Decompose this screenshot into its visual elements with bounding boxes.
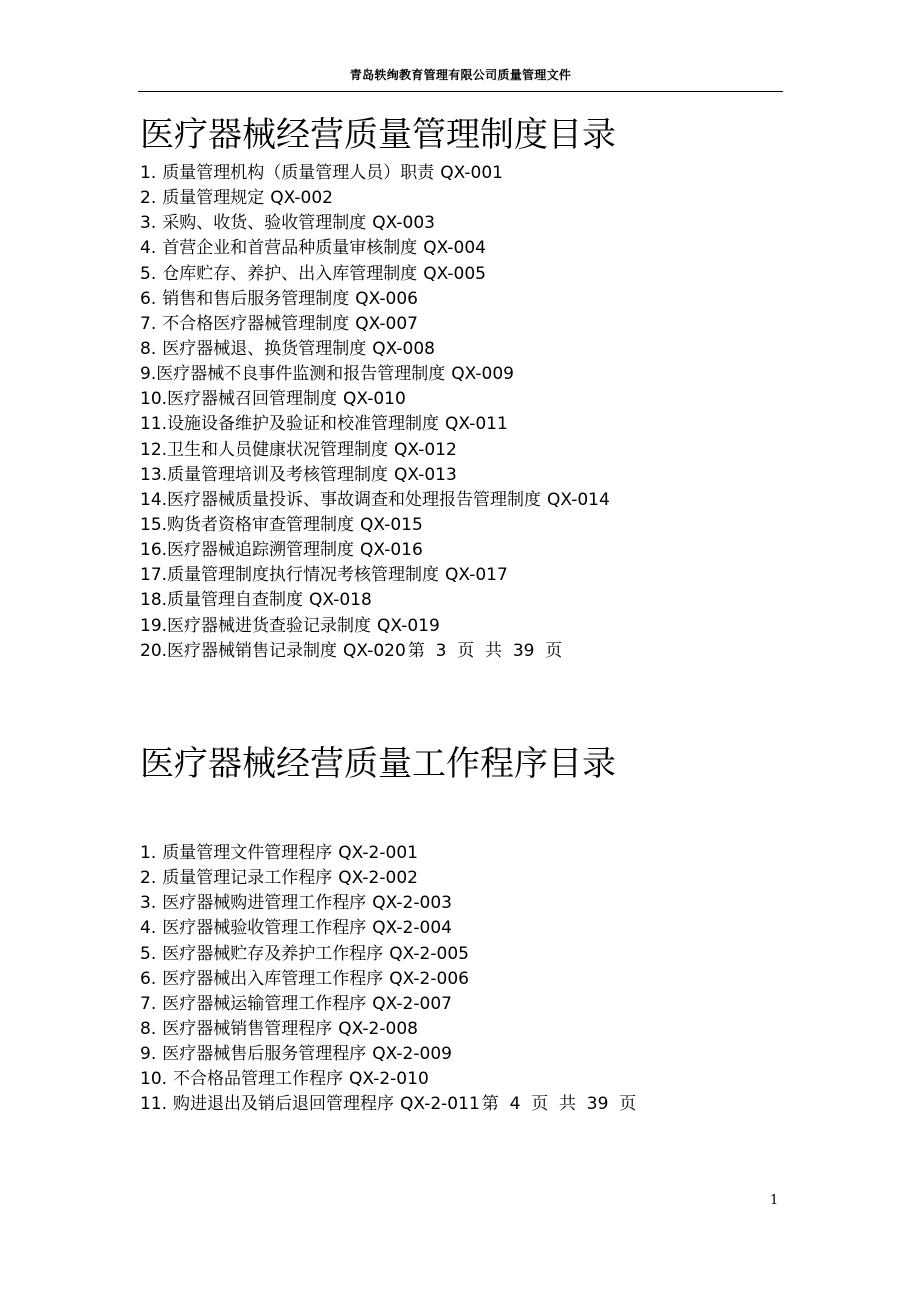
toc-item-number: 6. bbox=[140, 968, 157, 989]
toc-item-code: QX-006 bbox=[355, 288, 418, 309]
document-header: 青岛轶绚教育管理有限公司质量管理文件 bbox=[349, 68, 572, 82]
toc-item-label: 设施设备维护及验证和校准管理制度 bbox=[167, 414, 440, 435]
toc-item bbox=[140, 992, 636, 1017]
toc-page-info: 第 3 页 共 39 页 bbox=[407, 640, 563, 661]
toc-item-code: QX-010 bbox=[343, 389, 406, 410]
toc-item-label: 质量管理自查制度 bbox=[167, 590, 304, 611]
toc-item bbox=[140, 916, 636, 941]
toc-item-label: 不合格品管理工作程序 bbox=[173, 1069, 344, 1090]
toc-item-label: 仓库贮存、养护、出入库管理制度 bbox=[162, 263, 418, 284]
toc-item-label: 质量管理培训及考核管理制度 bbox=[167, 464, 389, 485]
toc-item bbox=[140, 312, 610, 337]
toc-item-code: QX-2-004 bbox=[372, 918, 452, 939]
toc-item-code: QX-018 bbox=[309, 590, 372, 611]
toc-item-code: QX-2-011 bbox=[400, 1094, 480, 1115]
toc-item-code: QX-2-009 bbox=[372, 1044, 452, 1065]
toc-item-number: 1. bbox=[140, 163, 157, 183]
procedures-toc-list bbox=[140, 841, 636, 1118]
toc-item bbox=[140, 942, 636, 967]
toc-item-number: 1. bbox=[140, 843, 157, 863]
page-number: 1 bbox=[770, 1193, 779, 1208]
toc-item bbox=[140, 186, 610, 211]
toc-item-label: 医疗器械进货查验记录制度 bbox=[167, 615, 372, 636]
regulations-toc-list bbox=[140, 161, 610, 664]
toc-item-label: 购货者资格审查管理制度 bbox=[167, 514, 355, 535]
section-title-procedures: 医疗器械经营质量工作程序目录 bbox=[140, 744, 616, 784]
toc-item-code: QX-017 bbox=[445, 565, 508, 586]
toc-page-info: 第 4 页 共 39 页 bbox=[481, 1094, 637, 1115]
toc-item-label: 医疗器械销售管理程序 bbox=[162, 1018, 333, 1039]
toc-item bbox=[140, 438, 610, 463]
toc-item-number: 3. bbox=[140, 213, 157, 234]
toc-item-number: 5. bbox=[140, 263, 157, 284]
toc-item-code: QX-2-006 bbox=[389, 968, 469, 989]
toc-item bbox=[140, 236, 610, 261]
toc-item-label: 医疗器械不良事件监测和报告管理制度 bbox=[156, 364, 446, 385]
toc-item-number: 11. bbox=[140, 1094, 168, 1115]
toc-item-code: QX-002 bbox=[270, 188, 333, 209]
toc-item-label: 采购、收货、验收管理制度 bbox=[162, 213, 367, 234]
toc-item bbox=[140, 866, 636, 891]
toc-item-number: 15. bbox=[140, 514, 168, 535]
toc-item-code: QX-003 bbox=[372, 213, 435, 234]
toc-item bbox=[140, 287, 610, 312]
toc-item-number: 12. bbox=[140, 439, 168, 460]
toc-item bbox=[140, 337, 610, 362]
toc-item-label: 医疗器械退、换货管理制度 bbox=[162, 338, 367, 359]
toc-item-number: 2. bbox=[140, 188, 157, 209]
toc-item-number: 8. bbox=[140, 338, 157, 359]
toc-item bbox=[140, 513, 610, 538]
toc-item-code: QX-004 bbox=[423, 238, 486, 259]
toc-item-number: 10. bbox=[140, 1069, 168, 1090]
toc-item-label: 医疗器械购进管理工作程序 bbox=[162, 893, 367, 914]
toc-item bbox=[140, 387, 610, 412]
toc-item-code: QX-2-008 bbox=[338, 1018, 418, 1039]
toc-item-code: QX-2-001 bbox=[338, 843, 418, 863]
toc-item-label: 质量管理机构（质量管理人员）职责 bbox=[162, 163, 435, 183]
toc-item-code: QX-2-007 bbox=[372, 993, 452, 1014]
toc-item-number: 13. bbox=[140, 464, 168, 485]
toc-item-code: QX-013 bbox=[394, 464, 457, 485]
toc-item-number: 5. bbox=[140, 943, 157, 964]
toc-item-number: 9. bbox=[140, 364, 157, 385]
toc-item-label: 医疗器械运输管理工作程序 bbox=[162, 993, 367, 1014]
toc-item-number: 20. bbox=[140, 640, 168, 661]
toc-item-number: 8. bbox=[140, 1018, 157, 1039]
toc-item-number: 17. bbox=[140, 565, 168, 586]
toc-item bbox=[140, 563, 610, 588]
toc-item-label: 质量管理规定 bbox=[162, 188, 265, 209]
toc-item-code: QX-009 bbox=[451, 364, 514, 385]
toc-item-code: QX-016 bbox=[360, 540, 423, 561]
toc-item bbox=[140, 588, 610, 613]
toc-item bbox=[140, 362, 610, 387]
toc-item-code: QX-011 bbox=[445, 414, 508, 435]
toc-item-label: 首营企业和首营品种质量审核制度 bbox=[162, 238, 418, 259]
toc-item-label: 不合格医疗器械管理制度 bbox=[162, 313, 350, 334]
toc-item-number: 7. bbox=[140, 313, 157, 334]
toc-item-number: 7. bbox=[140, 993, 157, 1014]
toc-item bbox=[140, 891, 636, 916]
toc-item bbox=[140, 614, 610, 639]
toc-item bbox=[140, 639, 610, 664]
toc-item-number: 3. bbox=[140, 893, 157, 914]
toc-item-code: QX-008 bbox=[372, 338, 435, 359]
toc-item-label: 医疗器械追踪溯管理制度 bbox=[167, 540, 355, 561]
toc-item-code: QX-2-002 bbox=[338, 868, 418, 889]
toc-item-code: QX-2-010 bbox=[349, 1069, 429, 1090]
toc-item-label: 医疗器械质量投诉、事故调查和处理报告管理制度 bbox=[167, 489, 542, 510]
toc-item-number: 4. bbox=[140, 238, 157, 259]
toc-item bbox=[140, 488, 610, 513]
toc-item-label: 销售和售后服务管理制度 bbox=[162, 288, 350, 309]
toc-item-label: 医疗器械售后服务管理程序 bbox=[162, 1044, 367, 1065]
toc-item-number: 11. bbox=[140, 414, 168, 435]
toc-item-code: QX-2-005 bbox=[389, 943, 469, 964]
toc-item-number: 19. bbox=[140, 615, 168, 636]
toc-item-label: 质量管理记录工作程序 bbox=[162, 868, 333, 889]
toc-item bbox=[140, 161, 610, 186]
toc-item bbox=[140, 1017, 636, 1042]
toc-item-label: 医疗器械召回管理制度 bbox=[167, 389, 338, 410]
toc-item bbox=[140, 967, 636, 992]
toc-item-code: QX-015 bbox=[360, 514, 423, 535]
toc-item-label: 医疗器械出入库管理工作程序 bbox=[162, 968, 384, 989]
toc-item-label: 购进退出及销后退回管理程序 bbox=[173, 1094, 395, 1115]
section-title-regulations: 医疗器械经营质量管理制度目录 bbox=[140, 115, 616, 155]
toc-item-code: QX-012 bbox=[394, 439, 457, 460]
toc-item-label: 医疗器械贮存及养护工作程序 bbox=[162, 943, 384, 964]
toc-item-number: 4. bbox=[140, 918, 157, 939]
toc-item bbox=[140, 1067, 636, 1092]
toc-item-number: 18. bbox=[140, 590, 168, 611]
toc-item-code: QX-2-003 bbox=[372, 893, 452, 914]
toc-item-label: 医疗器械验收管理工作程序 bbox=[162, 918, 367, 939]
toc-item bbox=[140, 412, 610, 437]
toc-item bbox=[140, 538, 610, 563]
toc-item-number: 14. bbox=[140, 489, 168, 510]
toc-item-number: 2. bbox=[140, 868, 157, 889]
toc-item-label: 卫生和人员健康状况管理制度 bbox=[167, 439, 389, 460]
toc-item-label: 质量管理文件管理程序 bbox=[162, 843, 333, 863]
toc-item-number: 10. bbox=[140, 389, 168, 410]
toc-item-number: 6. bbox=[140, 288, 157, 309]
toc-item bbox=[140, 211, 610, 236]
toc-item-label: 医疗器械销售记录制度 bbox=[167, 640, 338, 661]
toc-item bbox=[140, 463, 610, 488]
toc-item-code: QX-014 bbox=[547, 489, 610, 510]
toc-item bbox=[140, 841, 636, 866]
toc-item-code: QX-020 bbox=[343, 640, 406, 661]
toc-item-code: QX-005 bbox=[423, 263, 486, 284]
toc-item-code: QX-019 bbox=[377, 615, 440, 636]
toc-item bbox=[140, 1042, 636, 1067]
toc-item-number: 16. bbox=[140, 540, 168, 561]
toc-item bbox=[140, 1092, 636, 1117]
toc-item-label: 质量管理制度执行情况考核管理制度 bbox=[167, 565, 440, 586]
header-divider bbox=[138, 91, 783, 92]
toc-item-code: QX-001 bbox=[440, 163, 503, 183]
toc-item-number: 9. bbox=[140, 1044, 157, 1065]
toc-item-code: QX-007 bbox=[355, 313, 418, 334]
toc-item bbox=[140, 262, 610, 287]
